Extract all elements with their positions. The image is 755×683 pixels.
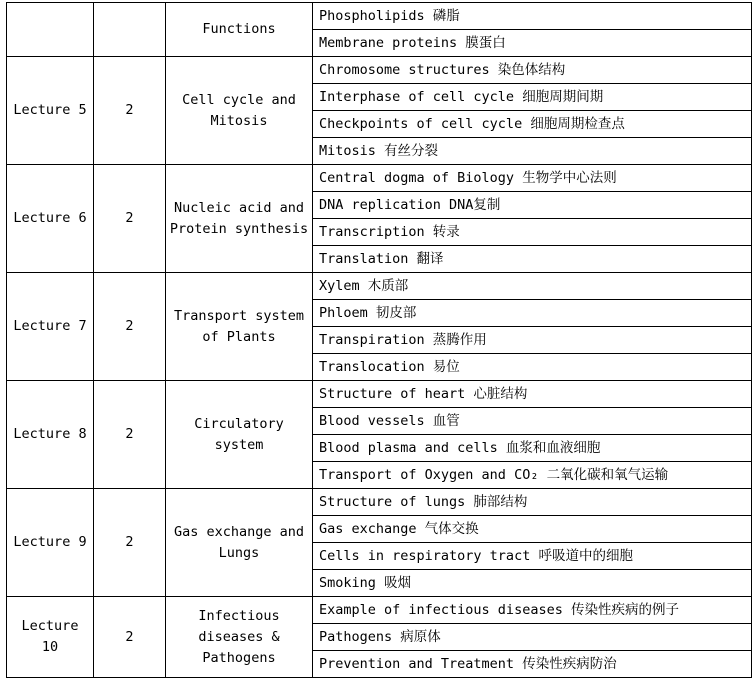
subtopic-cell: Gas exchange 气体交换 (313, 516, 752, 543)
lecture-cell: Lecture 7 (7, 273, 94, 381)
hours-cell (94, 3, 166, 57)
lecture-cell: Lecture 8 (7, 381, 94, 489)
subtopic-cell: Cells in respiratory tract 呼吸道中的细胞 (313, 543, 752, 570)
subtopic-cell: Membrane proteins 膜蛋白 (313, 30, 752, 57)
subtopic-cell: Structure of heart 心脏结构 (313, 381, 752, 408)
lecture-cell: Lecture 10 (7, 597, 94, 678)
hours-cell: 2 (94, 489, 166, 597)
subtopic-cell: Example of infectious diseases 传染性疾病的例子 (313, 597, 752, 624)
hours-cell: 2 (94, 381, 166, 489)
subtopic-cell: Structure of lungs 肺部结构 (313, 489, 752, 516)
subtopic-cell: Phospholipids 磷脂 (313, 3, 752, 30)
lecture-cell: Lecture 5 (7, 57, 94, 165)
table-row (7, 57, 752, 84)
subtopic-cell: Interphase of cell cycle 细胞周期间期 (313, 84, 752, 111)
topic-cell: Transport system of Plants (166, 273, 313, 381)
topic-cell: Circulatory system (166, 381, 313, 489)
subtopic-cell: Pathogens 病原体 (313, 624, 752, 651)
subtopic-cell: Transpiration 蒸腾作用 (313, 327, 752, 354)
subtopic-cell: Phloem 韧皮部 (313, 300, 752, 327)
subtopic-cell: Blood vessels 血管 (313, 408, 752, 435)
subtopic-cell: DNA replication DNA复制 (313, 192, 752, 219)
syllabus-table (6, 2, 752, 678)
subtopic-cell: Translation 翻译 (313, 246, 752, 273)
table-row (7, 273, 752, 300)
table-row (7, 3, 752, 30)
subtopic-cell: Blood plasma and cells 血浆和血液细胞 (313, 435, 752, 462)
hours-cell: 2 (94, 273, 166, 381)
hours-cell: 2 (94, 597, 166, 678)
lecture-cell: Lecture 6 (7, 165, 94, 273)
subtopic-cell: Mitosis 有丝分裂 (313, 138, 752, 165)
table-row (7, 489, 752, 516)
lecture-cell (7, 3, 94, 57)
subtopic-cell: Translocation 易位 (313, 354, 752, 381)
subtopic-cell: Central dogma of Biology 生物学中心法则 (313, 165, 752, 192)
subtopic-cell: Transport of Oxygen and CO₂ 二氧化碳和氧气运输 (313, 462, 752, 489)
topic-cell: Cell cycle and Mitosis (166, 57, 313, 165)
hours-cell: 2 (94, 57, 166, 165)
table-row (7, 381, 752, 408)
lecture-cell: Lecture 9 (7, 489, 94, 597)
subtopic-cell: Smoking 吸烟 (313, 570, 752, 597)
table-row (7, 597, 752, 624)
topic-cell: Nucleic acid and Protein synthesis (166, 165, 313, 273)
topic-cell: Gas exchange and Lungs (166, 489, 313, 597)
subtopic-cell: Xylem 木质部 (313, 273, 752, 300)
hours-cell: 2 (94, 165, 166, 273)
subtopic-cell: Prevention and Treatment 传染性疾病防治 (313, 651, 752, 678)
table-row (7, 165, 752, 192)
subtopic-cell: Checkpoints of cell cycle 细胞周期检查点 (313, 111, 752, 138)
topic-cell: Infectious diseases & Pathogens (166, 597, 313, 678)
topic-cell: Functions (166, 3, 313, 57)
subtopic-cell: Chromosome structures 染色体结构 (313, 57, 752, 84)
subtopic-cell: Transcription 转录 (313, 219, 752, 246)
